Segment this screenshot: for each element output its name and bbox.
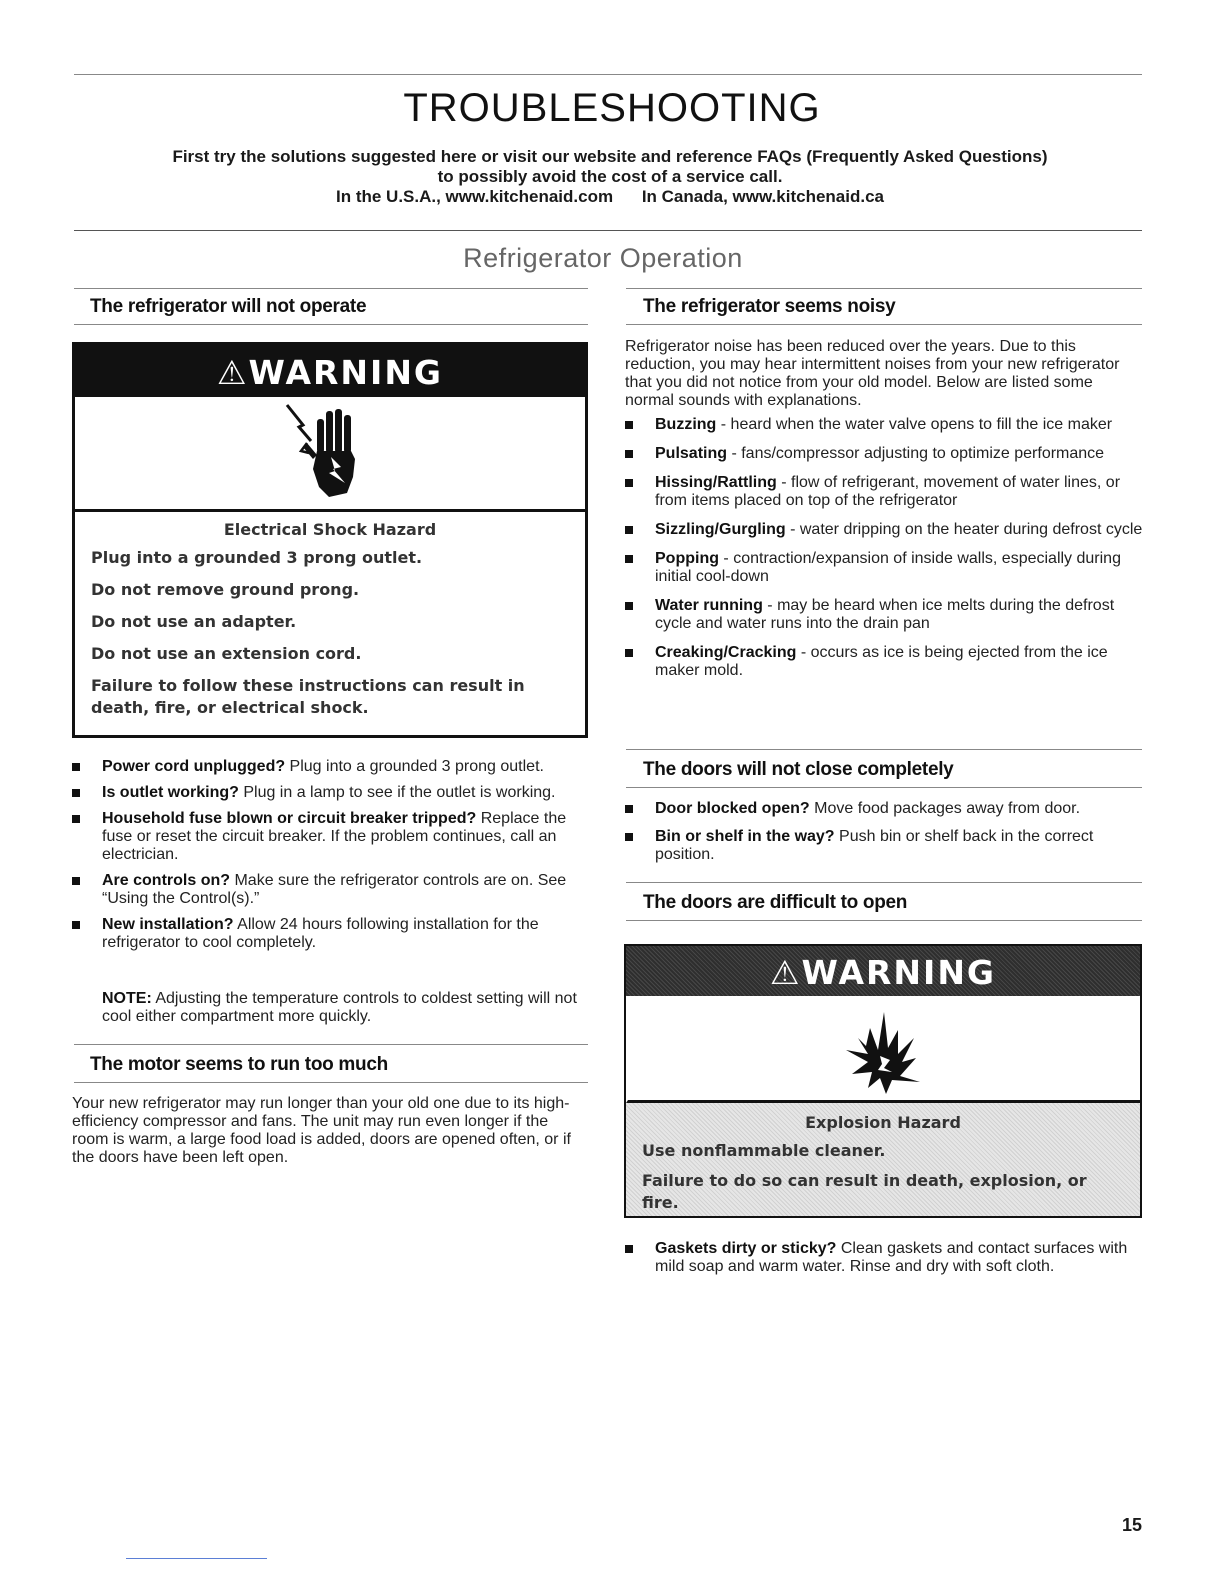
list-item: Is outlet working? Plug in a lamp to see if the outlet is working.	[72, 784, 592, 802]
section-divider	[74, 230, 1142, 231]
noisy-intro: Refrigerator noise has been reduced over the years. Due to this reduction, you may hear intermittent noises from your new refrigerator that you did not notice from your old model. Below are listed some normal sounds with explanations.	[625, 338, 1120, 409]
note: NOTE: Adjusting the temperature controls to coldest setting will not cool either compartment more quickly.	[102, 990, 577, 1025]
explosion-icon	[828, 998, 938, 1098]
warning-line: Use nonflammable cleaner.	[642, 1141, 886, 1160]
motor-text: Your new refrigerator may run longer than your old one due to its high-efficiency compressor and fans. The unit may run even longer if the room is warm, a large food load is added, doors are opened often, or if the doors have been left open.	[72, 1095, 571, 1166]
list-item: Door blocked open? Move food packages away from door.	[625, 800, 1145, 818]
rule-right-4	[626, 787, 1142, 788]
not-operate-list	[72, 758, 592, 960]
noisy-list	[625, 416, 1145, 691]
footer-link-underline	[126, 1558, 267, 1559]
warning-line: Do not use an extension cord.	[91, 644, 362, 663]
warning-icon-area	[75, 397, 585, 512]
list-item: Water running - may be heard when ice melts during the defrost cycle and water runs into the drain pan	[625, 597, 1145, 633]
rule-right-2	[626, 324, 1142, 325]
list-item: New installation? Allow 24 hours following installation for the refrigerator to cool completely.	[72, 916, 592, 952]
list-item: Power cord unplugged? Plug into a grounded 3 prong outlet.	[72, 758, 592, 776]
electric-shock-hand-icon	[273, 397, 393, 509]
warning-box-electrical	[72, 342, 588, 738]
rule-right-1	[626, 288, 1142, 289]
intro-line-1: First try the solutions suggested here or visit our website and reference FAQs (Frequently Asked Questions)	[172, 147, 1048, 166]
rule-right-6	[626, 920, 1142, 921]
hazard-title: Explosion Hazard	[805, 1113, 961, 1132]
heading-not-operate: The refrigerator will not operate	[90, 296, 367, 317]
rule-right-5	[626, 882, 1142, 883]
top-rule	[74, 74, 1142, 75]
list-item: Bin or shelf in the way? Push bin or shelf back in the correct position.	[625, 828, 1145, 864]
website-usa[interactable]: In the U.S.A., www.kitchenaid.com	[336, 187, 614, 206]
website-canada[interactable]: In Canada, www.kitchenaid.ca	[641, 187, 884, 206]
page-number: 15	[1121, 1515, 1142, 1535]
list-item: Creaking/Cracking - occurs as ice is being ejected from the ice maker mold.	[625, 644, 1145, 680]
rule-left-3	[74, 1044, 588, 1045]
rule-left-2	[74, 324, 588, 325]
rule-right-3	[626, 749, 1142, 750]
warning-box-explosion	[624, 944, 1142, 1218]
section-title: Refrigerator Operation	[463, 243, 743, 273]
heading-noisy: The refrigerator seems noisy	[643, 296, 896, 317]
page-title: TROUBLESHOOTING	[403, 86, 821, 130]
heading-doors-open: The doors are difficult to open	[643, 892, 908, 913]
doors-open-list	[625, 1240, 1145, 1276]
list-item: Hissing/Rattling - flow of refrigerant, movement of water lines, or from items placed on top of the refrigerator	[625, 474, 1145, 510]
list-item: Sizzling/Gurgling - water dripping on the heater during defrost cycle	[625, 521, 1145, 539]
list-item: Are controls on? Make sure the refrigerator controls are on. See “Using the Control(s).”	[72, 872, 592, 908]
warning-header: ⚠WARNING	[75, 345, 585, 397]
intro-websites	[60, 187, 1160, 207]
doors-close-list	[625, 800, 1145, 874]
warning-line: Plug into a grounded 3 prong outlet.	[91, 548, 423, 567]
rule-left-4	[74, 1082, 588, 1083]
warning-header: ⚠WARNING	[626, 946, 1140, 996]
warning-body	[626, 1103, 1140, 1214]
hazard-title: Electrical Shock Hazard	[223, 520, 437, 539]
intro-line-2: to possibly avoid the cost of a service call.	[437, 167, 783, 186]
warning-line: Do not remove ground prong.	[91, 580, 360, 599]
warning-line: Failure to do so can result in death, explosion, or fire.	[642, 1171, 1087, 1212]
intro-text	[60, 147, 1160, 207]
warning-line: Failure to follow these instructions can result in death, fire, or electrical shock.	[91, 676, 525, 717]
list-item: Pulsating - fans/compressor adjusting to optimize performance	[625, 445, 1145, 463]
heading-doors-close: The doors will not close completely	[643, 759, 954, 780]
warning-icon-area	[626, 996, 1140, 1103]
warning-line: Do not use an adapter.	[91, 612, 297, 631]
warning-body	[75, 512, 585, 719]
list-item: Gaskets dirty or sticky? Clean gaskets and contact surfaces with mild soap and warm water. Rinse and dry with soft cloth.	[625, 1240, 1145, 1276]
list-item: Popping - contraction/expansion of inside walls, especially during initial cool-down	[625, 550, 1145, 586]
rule-left-1	[74, 288, 588, 289]
list-item: Buzzing - heard when the water valve opens to fill the ice maker	[625, 416, 1145, 434]
list-item: Household fuse blown or circuit breaker tripped? Replace the fuse or reset the circuit breaker. If the problem continues, call an electrician.	[72, 810, 592, 864]
heading-motor: The motor seems to run too much	[90, 1054, 388, 1075]
